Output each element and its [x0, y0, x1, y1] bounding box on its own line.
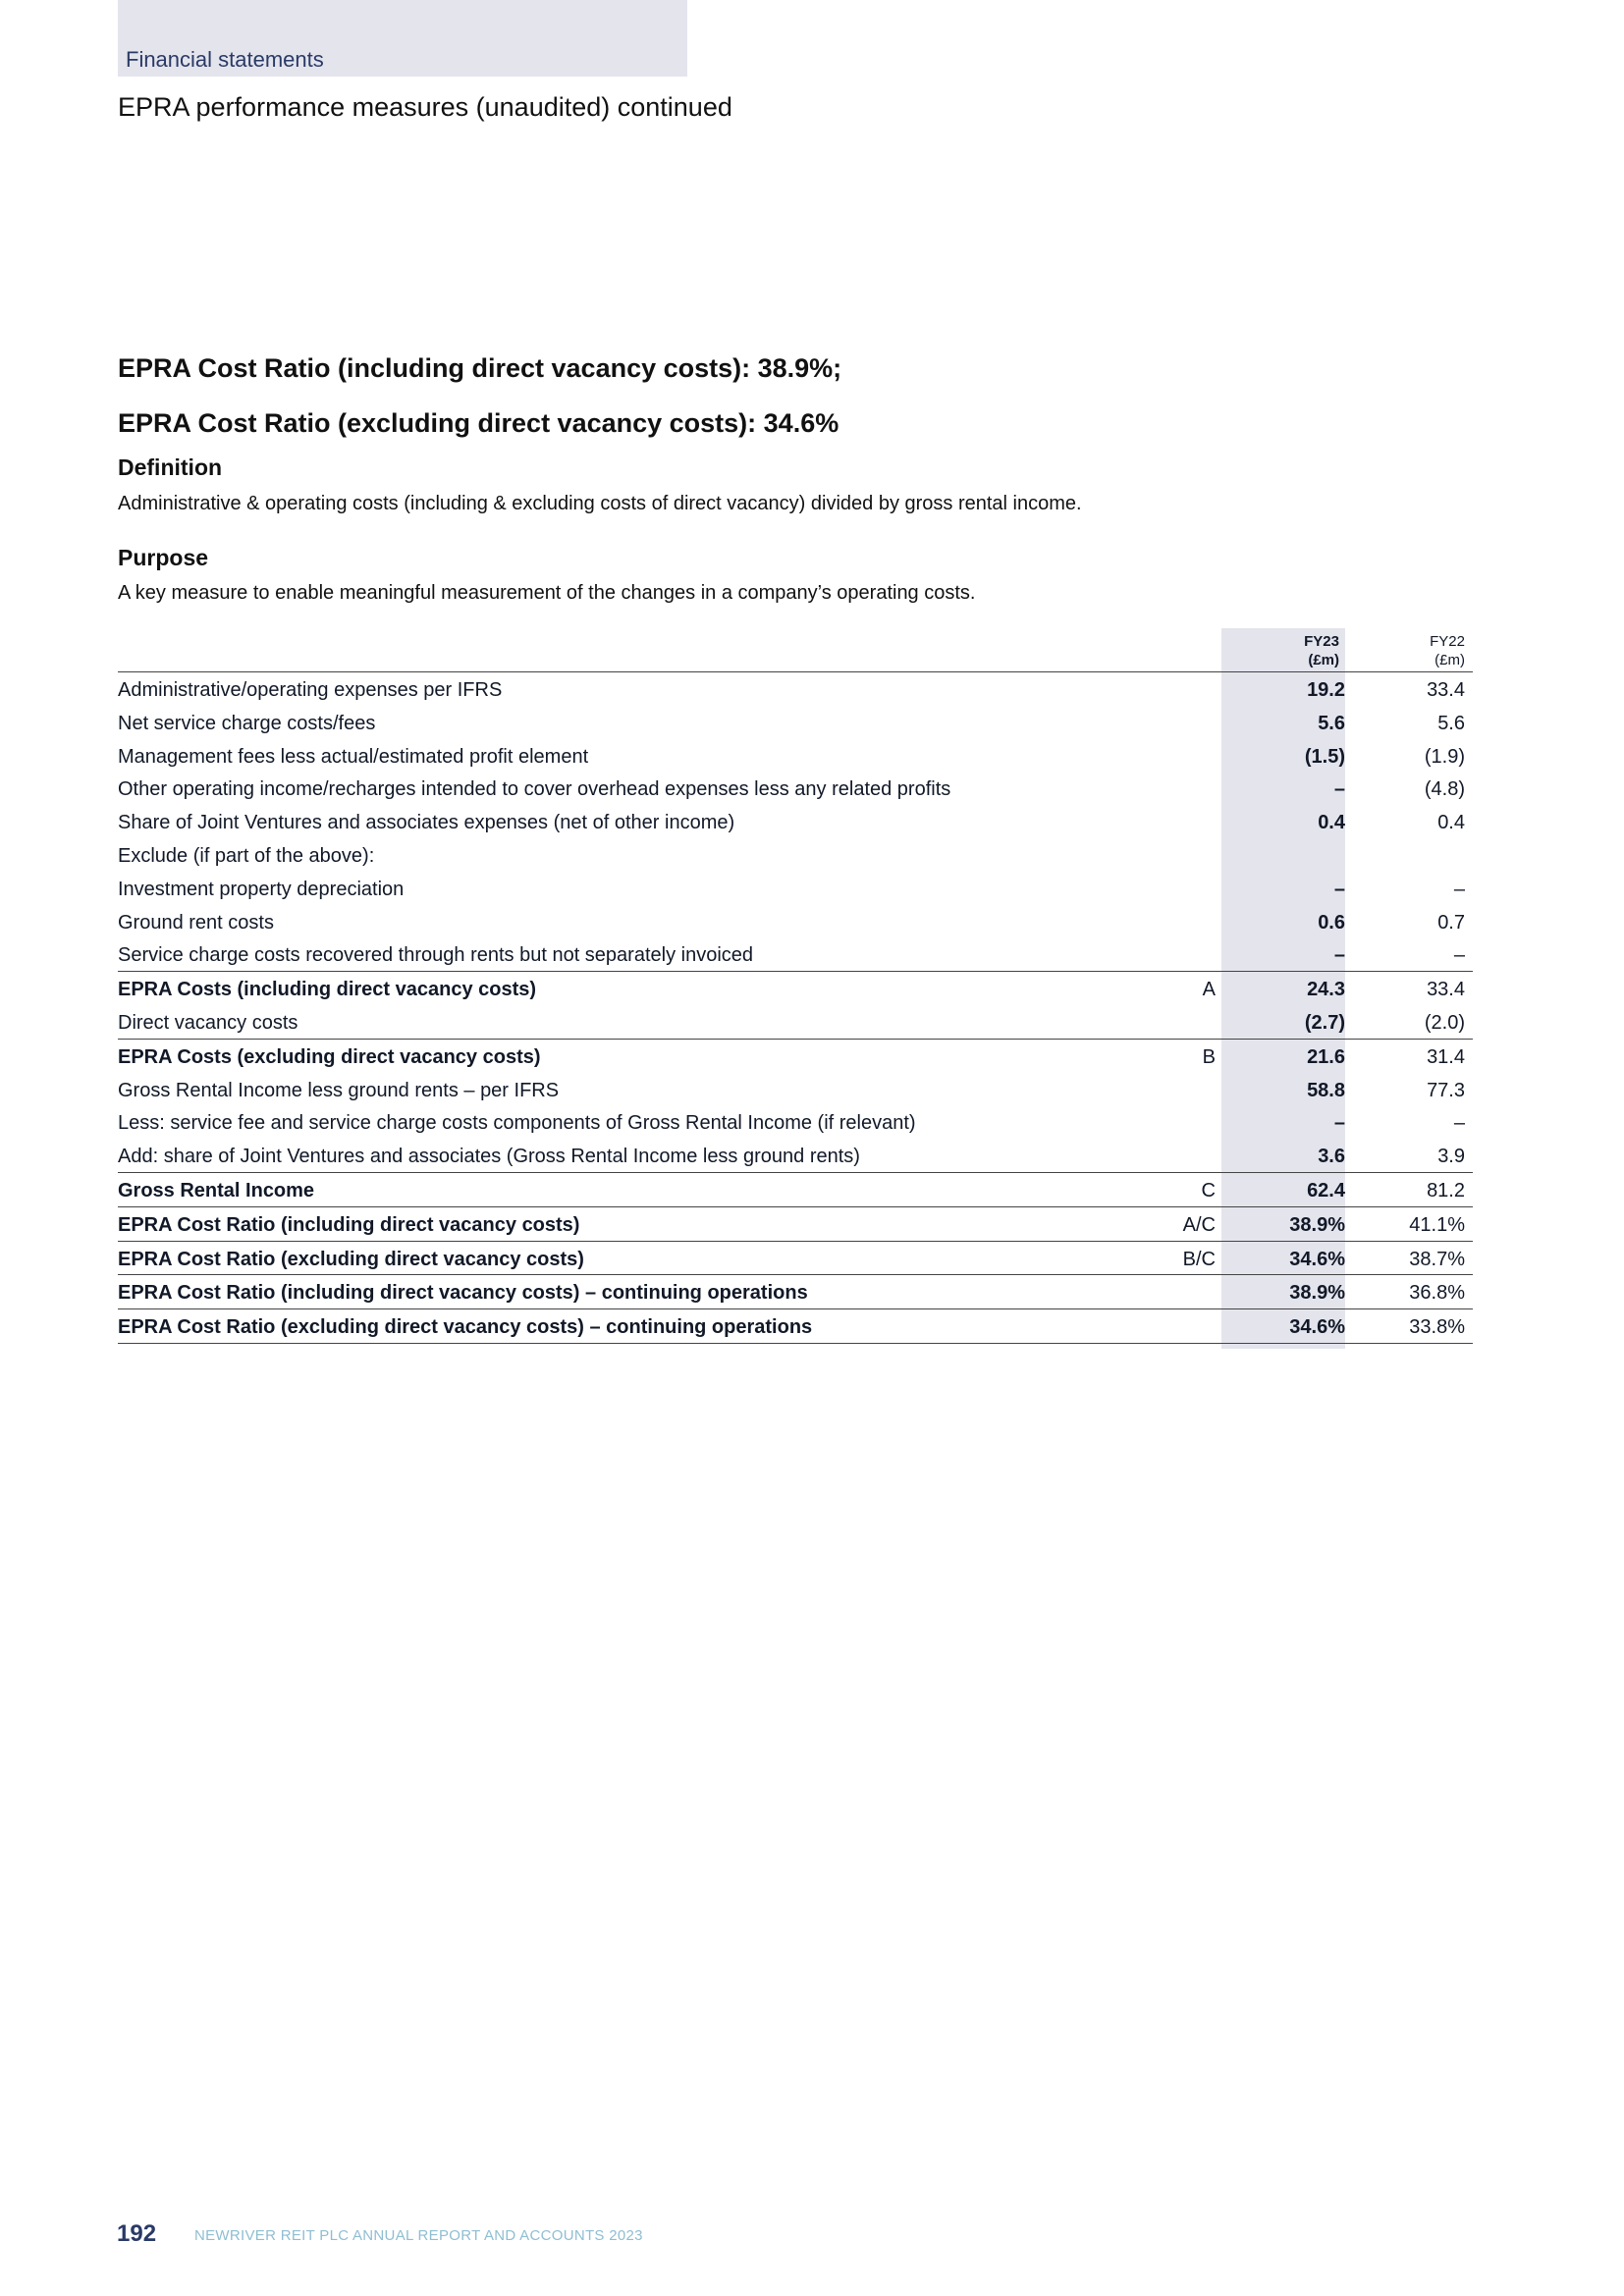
row-fy23-value: 24.3	[1307, 979, 1345, 1001]
row-fy22-value: 33.8%	[1409, 1316, 1465, 1339]
table-row	[118, 805, 1473, 838]
row-label: Exclude (if part of the above):	[118, 844, 375, 867]
row-fy22-value: –	[1453, 944, 1465, 967]
row-ref: C	[1201, 1179, 1216, 1201]
row-label: Other operating income/recharges intended to cover overhead expenses less any related profits	[118, 778, 951, 801]
page-number: 192	[117, 2220, 157, 2247]
row-fy22-value: 41.1%	[1409, 1213, 1465, 1236]
row-ref: A/C	[1182, 1213, 1216, 1236]
row-label: Share of Joint Ventures and associates expenses (net of other income)	[118, 812, 735, 834]
row-label: EPRA Costs (including direct vacancy costs)	[118, 979, 537, 1001]
section-label: Financial statements	[126, 47, 324, 72]
table-body	[118, 672, 1473, 1344]
row-label: Management fees less actual/estimated profit element	[118, 745, 589, 768]
row-fy23-value: 34.6%	[1289, 1248, 1345, 1270]
row-fy22-value: 33.4	[1427, 679, 1465, 701]
row-label: Gross Rental Income	[118, 1179, 315, 1201]
row-label: Add: share of Joint Ventures and associates (Gross Rental Income less ground rents)	[118, 1146, 860, 1168]
row-fy23-value: –	[1333, 878, 1345, 900]
purpose-heading: Purpose	[118, 545, 209, 570]
row-fy22-value: 0.7	[1437, 911, 1465, 934]
table-row	[118, 872, 1473, 905]
table-row	[118, 1308, 1473, 1344]
table-row	[118, 706, 1473, 739]
header-fy22	[1430, 632, 1465, 669]
row-fy23-value: –	[1333, 944, 1345, 967]
row-fy22-value: 5.6	[1437, 712, 1465, 734]
row-fy22-value: 33.4	[1427, 979, 1465, 1001]
headline-ratio-including: EPRA Cost Ratio (including direct vacancy costs): 38.9%;	[118, 353, 842, 383]
page-title: EPRA performance measures (unaudited) continued	[118, 92, 732, 122]
row-fy23-value: (1.5)	[1304, 745, 1345, 768]
row-label: EPRA Cost Ratio (including direct vacancy costs)	[118, 1213, 580, 1236]
row-fy22-value: 3.9	[1437, 1146, 1465, 1168]
row-ref: B	[1202, 1045, 1216, 1068]
row-fy23-value: 0.6	[1318, 911, 1345, 934]
row-label: Less: service fee and service charge costs components of Gross Rental Income (if relevant)	[118, 1112, 916, 1135]
row-fy22-value: 36.8%	[1409, 1282, 1465, 1305]
row-label: Administrative/operating expenses per IFRS	[118, 679, 503, 701]
table-row	[118, 772, 1473, 805]
row-fy23-value: –	[1333, 1112, 1345, 1135]
row-fy23-value: 38.9%	[1289, 1213, 1345, 1236]
row-fy23-value: 34.6%	[1289, 1316, 1345, 1339]
table-row	[118, 1105, 1473, 1139]
row-fy23-value: (2.7)	[1304, 1011, 1345, 1034]
row-fy22-value: (4.8)	[1424, 778, 1465, 801]
table-row	[118, 1139, 1473, 1172]
row-label: EPRA Cost Ratio (including direct vacancy costs) – continuing operations	[118, 1282, 808, 1305]
row-ref: A	[1202, 979, 1216, 1001]
header-fy23-unit: (£m)	[1308, 652, 1339, 668]
table-header	[118, 628, 1473, 672]
row-fy23-value: 62.4	[1307, 1179, 1345, 1201]
row-fy23-value: 58.8	[1307, 1079, 1345, 1101]
row-fy23-value: –	[1333, 778, 1345, 801]
row-fy23-value: 19.2	[1307, 679, 1345, 701]
table-row	[118, 971, 1473, 1005]
definition-text: Administrative & operating costs (including & excluding costs of direct vacancy) divided by gross rental income.	[118, 493, 1082, 514]
header-fy23-year: FY23	[1304, 633, 1339, 650]
row-fy22-value: 38.7%	[1409, 1248, 1465, 1270]
row-label: Net service charge costs/fees	[118, 712, 376, 734]
row-fy22-value: –	[1453, 878, 1465, 900]
row-fy22-value: 0.4	[1437, 812, 1465, 834]
table-row	[118, 1039, 1473, 1073]
row-fy22-value: –	[1453, 1112, 1465, 1135]
row-fy22-value: 77.3	[1427, 1079, 1465, 1101]
footer-text: NEWRIVER REIT PLC ANNUAL REPORT AND ACCOUNTS 2023	[194, 2227, 643, 2244]
row-label: EPRA Cost Ratio (excluding direct vacancy costs)	[118, 1248, 584, 1270]
table-row	[118, 905, 1473, 938]
row-fy23-value: 3.6	[1318, 1146, 1345, 1168]
table-row	[118, 1206, 1473, 1241]
row-ref: B/C	[1182, 1248, 1216, 1270]
row-fy23-value: 38.9%	[1289, 1282, 1345, 1305]
row-label: Ground rent costs	[118, 911, 274, 934]
headline-ratio-excluding: EPRA Cost Ratio (excluding direct vacancy costs): 34.6%	[118, 408, 839, 438]
row-label: Service charge costs recovered through rents but not separately invoiced	[118, 944, 754, 967]
table-row	[118, 1005, 1473, 1039]
row-fy22-value: (2.0)	[1424, 1011, 1465, 1034]
table-row	[118, 1073, 1473, 1106]
row-label: Direct vacancy costs	[118, 1011, 298, 1034]
header-fy22-year: FY22	[1430, 633, 1465, 650]
table-row	[118, 937, 1473, 971]
table-row	[118, 1241, 1473, 1275]
header-fy23	[1304, 632, 1339, 669]
table-row	[118, 1274, 1473, 1308]
table-row	[118, 739, 1473, 773]
row-label: EPRA Costs (excluding direct vacancy costs)	[118, 1045, 541, 1068]
row-fy23-value: 5.6	[1318, 712, 1345, 734]
row-fy23-value: 0.4	[1318, 812, 1345, 834]
row-fy23-value: 21.6	[1307, 1045, 1345, 1068]
table-row	[118, 838, 1473, 872]
section-tab	[118, 0, 687, 77]
row-fy22-value: 81.2	[1427, 1179, 1465, 1201]
row-label: EPRA Cost Ratio (excluding direct vacancy costs) – continuing operations	[118, 1316, 813, 1339]
row-fy22-value: 31.4	[1427, 1045, 1465, 1068]
row-label: Investment property depreciation	[118, 878, 405, 900]
header-fy22-unit: (£m)	[1435, 652, 1465, 668]
purpose-text: A key measure to enable meaningful measurement of the changes in a company’s operating costs.	[118, 582, 976, 604]
definition-heading: Definition	[118, 454, 223, 480]
table-row	[118, 672, 1473, 706]
row-label: Gross Rental Income less ground rents – per IFRS	[118, 1079, 560, 1101]
row-fy22-value: (1.9)	[1424, 745, 1465, 768]
table-row	[118, 1172, 1473, 1206]
